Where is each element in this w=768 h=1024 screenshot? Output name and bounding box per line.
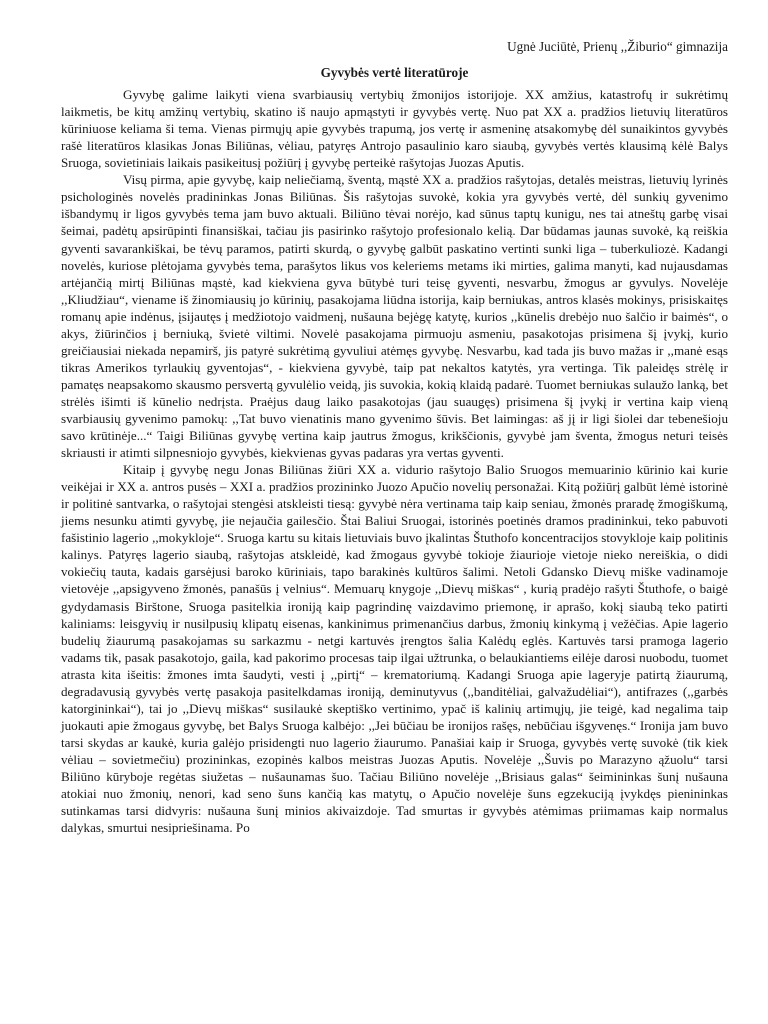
paragraph-sruoga-aputis: Kitaip į gyvybę negu Jonas Biliūnas žiūri XX a. vidurio rašytojo Balio Sruogos memuarinio kūrinio kai kurie veikėjai ir XX a. antros pusės – XXI a. pradžios prozininko Juozo Apučio novelių personažai. Kitą požiūrį galbūt lėmė istorinė ir politinė santvarka, o rašytojai stengėsi atskleisti tiesą: gyvybė nėra vertinama taip kaip seniau, žmonės praradę žmogiškumą, jiems nesunku atimti gyvybę, jie nejaučia gailesčio. Štai Baliui Sruogai, istorinės poetinės dramos pradininkui, teko pabuvoti fašistinio lagerio ,,mokykloje“. Sruoga kartu su kitais lietuviais buvo įkalintas Štuthofo koncentracijos stovykloje kaip politinis kalinys. Patyręs lagerio siaubą, rašytojas atskleidė, kad žmogaus gyvybė tokioje žiaurioje vietoje nieko nereiškia, o didi vokiečių tauta, kadais garsėjusi baroko kūriniais, tapo barakinės kultūros šalimi. Netoli Gdansko Dievų miške vadinamoje vietovėje ,,apsigyveno žmonės, panašūs į velnius“. Memuarų knygoje ,,Dievų miškas“ , kurią pradėjo rašyti Štuthofe, o baigė gydydamasis Birštone, Sruoga pasitelkia ironiją kaip pagrindinę vaizdavimo priemonę, ir aprašo, kokį siaubą teko patirti kaliniams: leisgyvių ir nusilpusių klipatų eisenas, kankinimus primenančius darbus, žmonių kinkymą į vežėčias. Apie lagerio budelių žiaurumą pasakojamas su sarkazmu - netgi kartuvės įrengtos šalia Kalėdų eglės. Kartuvės tarsi pramoga lagerio vadams tik, pasak pasakotojo, gaila, kad pakorimo procesas taip ilgai užtrunka, o belaukiantiems eilėje darosi nuobodu, tuomet atrasta kita išeitis: žmones imta šaudyti, vesti į ,,pirtį“ – krematoriumą. Kadangi Sruoga apie lageryje patirtą žiaurumą, degradavusią gyvybės vertę pasakoja pasitelkdamas ironiją, deminutyvus (,,banditėliai, galvažudėliai“), antifrazes (,,garbės katorgininkai“), tai jo ,,Dievų miškas“ susilaukė skeptiško vertinimo, ypač iš kalinių artimųjų, jie teigė, kad negalima taip juokauti apie žmogaus gyvybę, bet Balys Sruoga kalbėjo: ,,Jei būčiau be ironijos rašęs, nebūčiau išgyvenęs.“ Ironija jam buvo tarsi skydas ar kaukė, kuria galėjo prisidengti nuo lagerio žiaurumo. Panašiai kaip ir Sruoga, gyvybės vertę suvokė (tik kiek vėliau – sovietmečiu) prozininkas, ezopinės kalbos meistras Juozas Aputis. Novelėje ,,Šuvis po Marazyno ąžuolu“ tarsi Biliūno kūryboje regėtas siužetas – nušaunamas šuo. Tačiau Biliūno novelėje ,,Brisiaus galas“ šeimininkas šunį nušauna atokiai nuo žmonių, nenori, kad seno šuns kančią kas matytų, o Apučio novelėje šuns egzekuciją įvykdęs pienininkas sutinkamas tarsi didvyris: nušauna šunį minios akivaizdoje. Tad smurtas ir gyvybės atėmimas priimamas kaip normalus dalykas, smurtui nesipriešinama. Po xyxy=(61,462,728,836)
essay-title: Gyvybės vertė literatūroje xyxy=(320,65,469,81)
paragraph-intro: Gyvybę galime laikyti viena svarbiausių vertybių žmonijos istorijoje. XX amžius, katastrofų ir sukrėtimų laikmetis, be kitų amžinų vertybių, skatino iš naujo apmąstyti ir gyvybės vertę. Nuo pat XX a. pradžios lietuvių literatūros kūriniuose keliama ši tema. Vienas pirmųjų apie gyvybės trapumą, jos vertę ir asmeninę atsakomybę dėl sunaikintos gyvybės rašė literatūros klasikas Jonas Biliūnas, vėliau, patyręs Antrojo pasaulinio karo siaubą, gyvybės vertės klausimą kėlė Balys Sruoga, sovietiniais laikais pasikeitusį požiūrį į gyvybę perteikė rašytojas Juozas Aputis. xyxy=(61,87,728,171)
author-line: Ugnė Juciūtė, Prienų ,,Žiburio“ gimnazija xyxy=(507,39,728,54)
paragraph-biliunas: Visų pirma, apie gyvybę, kaip neliečiamą, šventą, mąstė XX a. pradžios rašytojas, detalės meistras, lietuvių lyrinės psichologinės novelės pradininkas Jonas Biliūnas. Šis rašytojas suvokė, kokia yra gyvybės vertė, dėl sunkių gyvenimo išbandymų ir ligos gyvybės tema jam buvo aktuali. Biliūno tėvai norėjo, kad sūnus taptų kunigu, nes tai atneštų garbę visai šeimai, padėtų apsirūpinti finansiškai, tačiau jis pasirinko rašytojo profesionalo kelią. Dar būdamas jaunas suvokė, ką reiškia gyventi savarankiškai, be tėvų paramos, patirti skurdą, o gyvybę galbūt paskatino vertinti sunki liga – tuberkuliozė. Kadangi novelės, kuriose plėtojama gyvybės tema, parašytos likus vos keleriems metams iki mirties, galima manyti, kad nujausdamas artėjančią mirtį Biliūnas mąstė, kad kiekviena gyva būtybė turi teisę gyventi, nesvarbu, žmogus ar gyvulys. Novelėje ,,Kliudžiau“, viename iš žinomiausių jo kūrinių, pasakojama liūdna istorija, kaip berniukas, antros klasės mokinys, prisiskaitęs romanų apie indėnus, įsijautęs į medžiotojo vaidmenį, nušauna bejėgę katytę, kurios ,,kūnelis drebėjo nuo šalčio ir baimės“, o akys, žiūrinčios į berniuką, švietė viltimi. Novelė pasakojama pirmuoju asmeniu, pasakotojas prisimena šį įvykį, kurio greičiausiai niekada nepamirš, jis patyrė sukrėtimą gyvuliui atėmęs gyvybę. Nesvarbu, kad tada jis buvo mažas ir ,,manė esąs tikras Amerikos tyrlaukių gyventojas“, - kiekviena gyvybė, taip pat nekaltos katytės, yra vertinga. Tik paleidęs strėlę ir pamatęs neapsakomo skausmo persvertą gyvulėlio veidą, jis suvokia, kokią klaidą padarė. Tuomet berniukas sulaužo lanką, bet strėlės išimti iš kūnelio nedrįsta. Praėjus daug laiko pasakotojas (jau suaugęs) prisimena šį įvykį ir vertina kaip vieną svarbiausių gyvenimo pamokų: ,,Tat buvo vienatinis mano gyvenimo šūvis. Bet laimingas: aš jį ir ligi šiolei dar tebenešioju savo krūtinėje...“ Taigi Biliūnas gyvybę vertina kaip jautrus žmogus, krikščionis, gyvybė jam šventa, žmogus neturi teisės skriausti ir atimti silpnesniojo gyvybės, kiekvienas gyvas padaras yra vertas gyventi. xyxy=(61,172,728,461)
